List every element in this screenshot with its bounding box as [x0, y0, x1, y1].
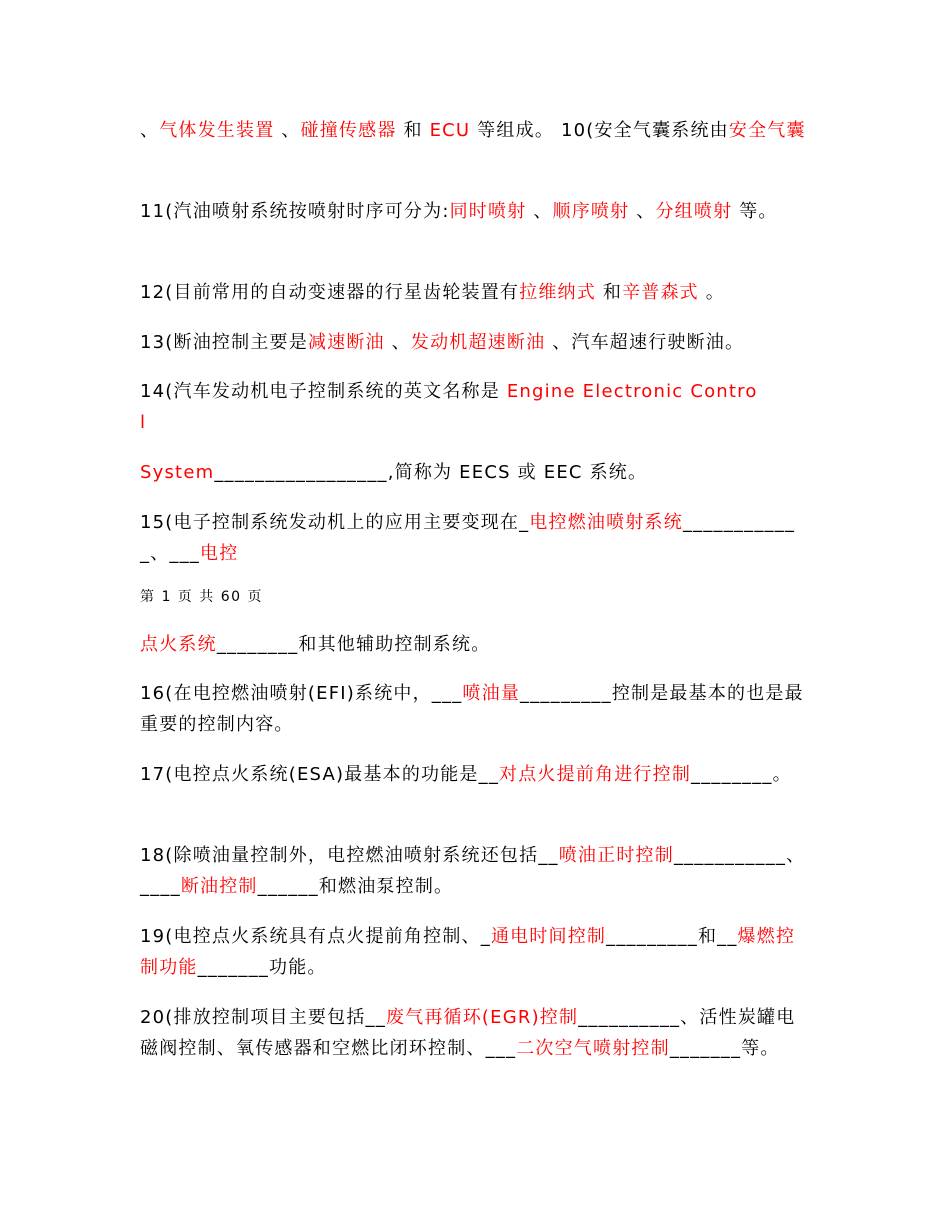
question-text: 等。 — [732, 201, 778, 222]
paragraph-q18 — [140, 840, 812, 902]
answer-text: 二次空气喷射控制 — [516, 1038, 670, 1059]
question-text: 16(在电控燃油喷射(EFI)系统中，___ — [140, 683, 463, 704]
question-text: 19(电控点火系统具有点火提前角控制、_ — [140, 926, 491, 947]
paragraph-q15 — [140, 507, 812, 569]
paragraph-q16 — [140, 678, 812, 740]
paragraph-q20 — [140, 1002, 812, 1064]
question-text: 12(目前常用的自动变速器的行星齿轮装置有 — [140, 282, 520, 303]
question-text: 和 — [396, 120, 430, 141]
question-text: ______和燃油泵控制。 — [257, 876, 454, 897]
question-text: 15(电子控制系统发动机上的应用主要变现在_ — [140, 512, 530, 533]
question-text: ________和其他辅助控制系统。 — [216, 634, 491, 655]
answer-text: 喷油正时控制 — [558, 845, 674, 866]
paragraph-q14-cont — [140, 457, 812, 488]
paragraph-q14 — [140, 376, 760, 438]
answer-text: 发动机超速断油 — [410, 332, 546, 353]
question-text: 等组成。 10(安全气囊系统由 — [470, 120, 729, 141]
question-text: 、 — [629, 201, 656, 222]
question-text: _________控制是最基本的也是最重要的控制内容。 — [140, 683, 804, 735]
answer-text: 分组喷射 — [655, 201, 733, 222]
answer-text: 电控 — [200, 543, 239, 564]
question-text: 18(除喷油量控制外，电控燃油喷射系统还包括__ — [140, 845, 559, 866]
question-text: 、 — [274, 120, 301, 141]
answer-text: Engine Electronic Control — [140, 381, 758, 433]
answer-text: 减速断油 — [307, 332, 385, 353]
answer-text: 断油控制 — [180, 876, 258, 897]
paragraph-q9 — [140, 115, 812, 146]
paragraph-q12 — [140, 277, 812, 308]
answer-text: 同时喷射 — [449, 201, 527, 222]
question-text: 和 — [595, 282, 623, 303]
question-text: 20(排放控制项目主要包括__ — [140, 1007, 386, 1028]
answer-text: 安全气囊 — [728, 120, 806, 141]
paragraph-q11 — [140, 196, 812, 227]
answer-text: 辛普森式 — [622, 282, 699, 303]
question-text: ________。 — [691, 764, 792, 785]
answer-text: 通电时间控制 — [490, 926, 607, 947]
answer-text: 电控燃油喷射系统 — [529, 512, 683, 533]
answer-text: 气体发生装置 — [159, 120, 275, 141]
answer-text: 喷油量 — [462, 683, 521, 704]
paragraph-q19 — [140, 921, 812, 983]
answer-text: 废气再循环(EGR)控制 — [385, 1007, 579, 1028]
paragraph-q13 — [140, 327, 812, 358]
question-text: 、 — [526, 201, 553, 222]
paragraph-q17 — [140, 759, 812, 790]
question-text: 。 — [698, 282, 725, 303]
question-text: 、 — [140, 120, 160, 141]
answer-text: 点火系统 — [140, 634, 217, 655]
answer-text: 拉维纳式 — [519, 282, 596, 303]
answer-text: System — [140, 462, 215, 483]
question-text: ____________、___ — [140, 512, 796, 564]
question-text: 14(汽车发动机电子控制系统的英文名称是 — [140, 381, 507, 402]
question-text: 11(汽油喷射系统按喷射时序可分为: — [140, 201, 450, 222]
page-footer: 第 1 页 共 60 页 — [140, 589, 263, 605]
answer-text: 对点火提前角进行控制 — [499, 764, 692, 785]
paragraph-q15-cont — [140, 629, 812, 660]
question-text: _______等。 — [669, 1038, 780, 1059]
answer-text: ECU — [429, 120, 471, 141]
question-text: 、 — [384, 332, 411, 353]
question-text: 、汽车超速行驶断油。 — [545, 332, 745, 353]
question-text: __________、活性炭罐电磁阀控制、氧传感器和空燃比闭环控制、___ — [140, 1007, 796, 1059]
answer-text: 顺序喷射 — [552, 201, 630, 222]
question-text: ___________、____ — [140, 845, 806, 897]
question-text: 17(电控点火系统(ESA)最基本的功能是__ — [140, 764, 500, 785]
question-text: _______功能。 — [197, 957, 327, 978]
question-text: _________和__ — [606, 926, 738, 947]
answer-text: 爆燃控制功能 — [140, 926, 796, 978]
answer-text: 碰撞传感器 — [300, 120, 397, 141]
question-text: 13(断油控制主要是 — [140, 332, 308, 353]
question-text: _________________,简称为 EECS 或 EEC 系统。 — [214, 462, 648, 483]
